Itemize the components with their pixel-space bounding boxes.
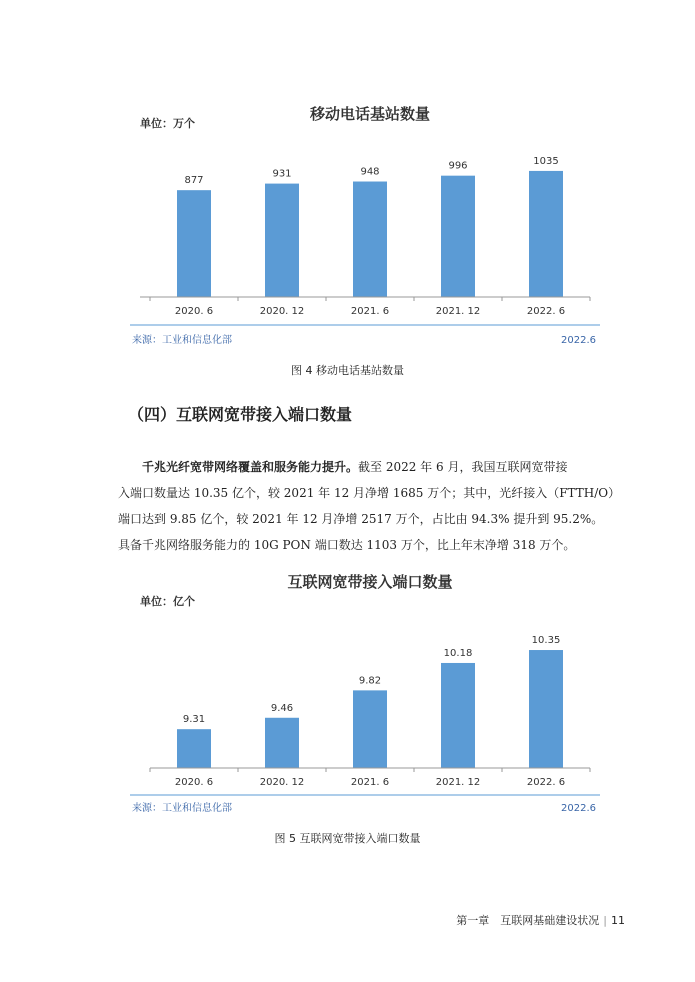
data-label: 10.18 bbox=[443, 647, 473, 659]
page-footer bbox=[456, 912, 625, 928]
paragraph-line-2: 入端口数量达 10.35 亿个，较 2021 年 12 月净增 1685 万个；其中，光纤接入（FTTH/O） bbox=[118, 486, 621, 500]
x-tick-label: 2020. 6 bbox=[174, 306, 214, 317]
chart-base-stations bbox=[120, 95, 610, 355]
paragraph-lead: 千兆光纤宽带网络覆盖和服务能力提升。 bbox=[142, 460, 359, 474]
data-label: 877 bbox=[184, 175, 204, 187]
x-tick-label: 2020. 6 bbox=[174, 777, 214, 788]
unit-label: 单位：亿个 bbox=[140, 595, 195, 608]
figure-caption-4: 图 4 移动电话基站数量 bbox=[291, 364, 404, 377]
bar bbox=[529, 171, 563, 297]
source-text: 来源：工业和信息化部 bbox=[132, 335, 232, 346]
bar bbox=[353, 690, 387, 768]
bar bbox=[177, 729, 211, 768]
bars-group bbox=[150, 156, 590, 317]
source-date: 2022.6 bbox=[561, 335, 596, 346]
bar bbox=[265, 718, 299, 768]
paragraph-line-1: 截至 2022 年 6 月，我国互联网宽带接 bbox=[358, 460, 568, 474]
bar bbox=[353, 182, 387, 297]
chapter-title: 第一章 互联网基础建设状况 bbox=[456, 914, 600, 927]
x-tick-label: 2021. 6 bbox=[350, 777, 390, 788]
body-paragraph bbox=[118, 454, 621, 558]
x-tick-label: 2022. 6 bbox=[526, 306, 566, 317]
data-label: 9.82 bbox=[358, 675, 382, 687]
data-label: 1035 bbox=[533, 155, 559, 167]
bars-group bbox=[150, 635, 590, 788]
data-label: 9.31 bbox=[182, 714, 206, 726]
bar bbox=[529, 650, 563, 768]
x-tick-label: 2021. 12 bbox=[435, 777, 481, 788]
paragraph-line-3: 端口达到 9.85 亿个，较 2021 年 12 月净增 2517 万个，占比由 94.3% 提升到 95.2%。 bbox=[118, 512, 604, 526]
source-date: 2022.6 bbox=[561, 803, 596, 814]
figure-caption-5: 图 5 互联网宽带接入端口数量 bbox=[274, 832, 421, 845]
bar bbox=[441, 663, 475, 768]
bar bbox=[177, 190, 211, 297]
chart-broadband-ports bbox=[120, 565, 610, 820]
footer-separator: | bbox=[603, 914, 607, 927]
x-tick-label: 2022. 6 bbox=[526, 777, 566, 788]
data-label: 996 bbox=[448, 160, 468, 172]
data-label: 931 bbox=[272, 168, 292, 180]
x-tick-label: 2020. 12 bbox=[259, 777, 305, 788]
page-number: 11 bbox=[611, 914, 625, 927]
unit-label: 单位：万个 bbox=[140, 117, 195, 130]
chart-title: 移动电话基站数量 bbox=[309, 105, 431, 123]
x-tick-label: 2021. 6 bbox=[350, 306, 390, 317]
bar bbox=[441, 176, 475, 297]
paragraph-line-4: 具备千兆网络服务能力的 10G PON 端口数达 1103 万个，比上年末净增 318 万个。 bbox=[118, 538, 576, 552]
data-label: 948 bbox=[360, 166, 380, 178]
section-heading: （四）互联网宽带接入端口数量 bbox=[128, 405, 353, 424]
x-tick-label: 2020. 12 bbox=[259, 306, 305, 317]
source-text: 来源：工业和信息化部 bbox=[132, 803, 232, 814]
data-label: 9.46 bbox=[270, 702, 294, 714]
x-tick-label: 2021. 12 bbox=[435, 306, 481, 317]
data-label: 10.35 bbox=[531, 635, 561, 647]
bar bbox=[265, 184, 299, 297]
chart-title: 互联网宽带接入端口数量 bbox=[287, 573, 453, 591]
